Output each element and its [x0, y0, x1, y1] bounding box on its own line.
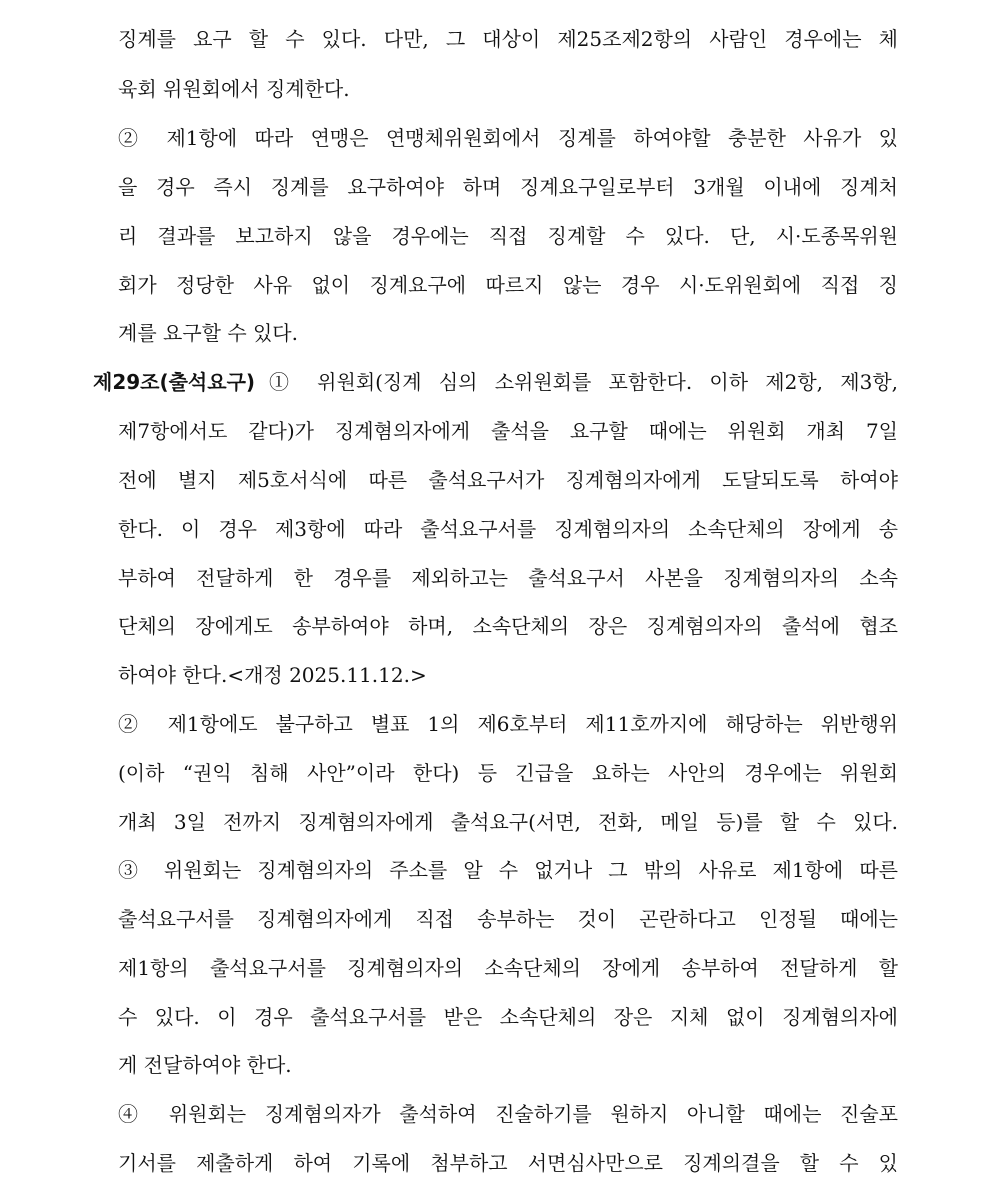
- article-line: ③ 위원회는 징계혐의자의 주소를 알 수 없거나 그 밖의 사유로 제1항에 따른: [118, 858, 898, 882]
- article-line: 수 있다. 이 경우 출석요구서를 받은 소속단체의 장은 지체 없이 징계혐의자에: [118, 1005, 898, 1029]
- article-title: 제29조(출석요구): [93, 370, 256, 394]
- article-line: 제7항에서도 같다)가 징계혐의자에게 출석을 요구할 때에는 위원회 개최 7일: [118, 419, 898, 443]
- article-line: 개최 3일 전까지 징계혐의자에게 출석요구(서면, 전화, 메일 등)를 할 수 있다.: [118, 810, 898, 834]
- article-first-line: ① 위원회(징계 심의 소위원회를 포함한다. 이하 제2항, 제3항,: [269, 370, 898, 394]
- body-line: ② 제1항에 따라 연맹은 연맹체위원회에서 징계를 하여야할 충분한 사유가 있: [118, 126, 898, 150]
- body-line: 계를 요구할 수 있다.: [118, 321, 298, 345]
- body-line: 징계를 요구 할 수 있다. 다만, 그 대상이 제25조제2항의 사람인 경우에는 체: [118, 27, 898, 51]
- body-line: 리 결과를 보고하지 않을 경우에는 직접 징계할 수 있다. 단, 시·도종목위원: [118, 224, 898, 248]
- body-line: 회가 정당한 사유 없이 징계요구에 따르지 않는 경우 시·도위원회에 직접 징: [118, 273, 898, 297]
- article-line: 전에 별지 제5호서식에 따른 출석요구서가 징계혐의자에게 도달되도록 하여야: [118, 468, 898, 492]
- article-line: 출석요구서를 징계혐의자에게 직접 송부하는 것이 곤란하다고 인정될 때에는: [118, 907, 898, 931]
- article-line: 제1항의 출석요구서를 징계혐의자의 소속단체의 장에게 송부하여 전달하게 할: [118, 956, 898, 980]
- article-29-heading: [93, 365, 898, 399]
- body-line: 을 경우 즉시 징계를 요구하여야 하며 징계요구일로부터 3개월 이내에 징계처: [118, 175, 898, 199]
- article-line: 하여야 한다.<개정 2025.11.12.>: [118, 663, 427, 687]
- article-line: ④ 위원회는 징계혐의자가 출석하여 진술하기를 원하지 아니할 때에는 진술포: [118, 1102, 898, 1126]
- body-line: 육회 위원회에서 징계한다.: [118, 77, 350, 101]
- article-line: 기서를 제출하게 하여 기록에 첨부하고 서면심사만으로 징계의결을 할 수 있: [118, 1151, 898, 1175]
- article-line: 한다. 이 경우 제3항에 따라 출석요구서를 징계혐의자의 소속단체의 장에게 송: [118, 517, 898, 541]
- article-line: ② 제1항에도 불구하고 별표 1의 제6호부터 제11호까지에 해당하는 위반행위: [118, 712, 898, 736]
- article-line: (이하 “권익 침해 사안”이라 한다) 등 긴급을 요하는 사안의 경우에는 위원회: [118, 761, 898, 785]
- article-line: 부하여 전달하게 한 경우를 제외하고는 출석요구서 사본을 징계혐의자의 소속: [118, 566, 898, 590]
- article-line: 단체의 장에게도 송부하여야 하며, 소속단체의 장은 징계혐의자의 출석에 협조: [118, 614, 898, 638]
- article-line: 게 전달하여야 한다.: [118, 1053, 292, 1077]
